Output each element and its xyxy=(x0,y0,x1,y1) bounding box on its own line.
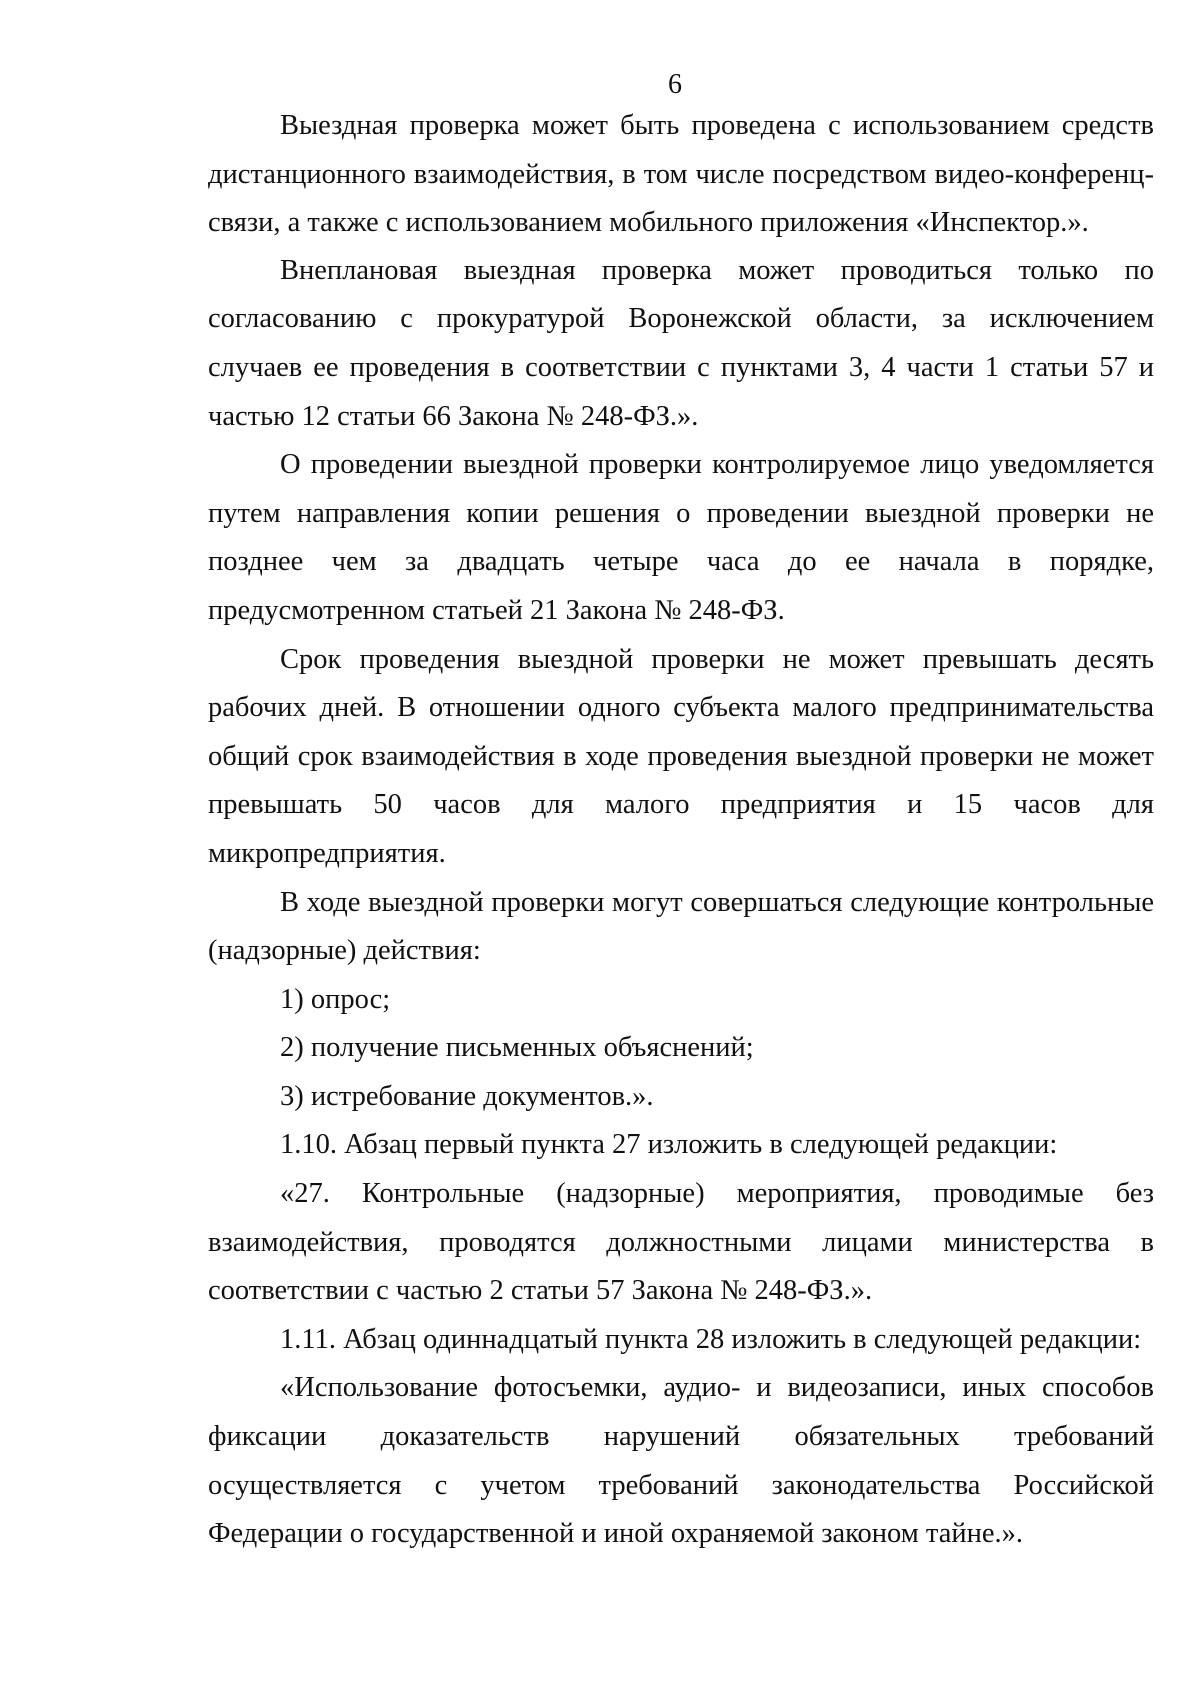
paragraph-inspection-term: Срок проведения выездной проверки не может превышать десять рабочих дней. В отношении одного субъекта малого предпринимательства общий срок взаимодействия в ходе проведения выездной проверки не может превышать 50 часов для малого предприятия и 15 часов для микропредприятия. xyxy=(208,643,1154,869)
list-item-document-request: 3) истребование документов.». xyxy=(280,1080,654,1112)
paragraph-notification: О проведении выездной проверки контролируемое лицо уведомляется путем направления копии решения о проведении выездной проверки не позднее чем за двадцать четыре часа до ее начала в порядке, предусмотренном статьей 21 Закона № 248-ФЗ. xyxy=(208,449,1154,626)
paragraph-recording-usage: «Использование фотосъемки, аудио- и видеозаписи, иных способов фиксации доказательств нарушений обязательных требований осуществляется с учетом требований законодательства Российской Федерации о государственной и иной охраняемой законом тайне.». xyxy=(208,1372,1154,1550)
paragraph-control-actions-intro: В ходе выездной проверки могут совершаться следующие контрольные (надзорные) действия: xyxy=(208,886,1154,967)
paragraph-unscheduled-inspection: Внеплановая выездная проверка может проводиться только по согласованию с прокуратурой Воронежской области, за исключением случаев ее проведения в соответствии с пунктами 3, 4 части 1 статьи 57 и частью 12 статьи 66 Закона № 248-ФЗ.». xyxy=(208,254,1154,432)
paragraph-amendment-1-10: 1.10. Абзац первый пункта 27 изложить в следующей редакции: xyxy=(280,1129,1058,1161)
paragraph-remote-inspection: Выездная проверка может быть проведена с использованием средств дистанционного взаимодействия, в том числе посредством видео-конференц-связи, а также с использованием мобильного приложения «Инспектор.». xyxy=(208,110,1154,239)
list-item-written-explanations: 2) получение письменных объяснений; xyxy=(280,1032,754,1064)
page-number: 6 xyxy=(668,69,682,100)
paragraph-amendment-1-11: 1.11. Абзац одиннадцатый пункта 28 изложить в следующей редакции: xyxy=(280,1323,1142,1355)
document-body xyxy=(208,102,1154,1559)
paragraph-clause-27: «27. Контрольные (надзорные) мероприятия, проводимые без взаимодействия, проводятся должностными лицами министерства в соответствии с частью 2 статьи 57 Закона № 248-ФЗ.». xyxy=(208,1178,1154,1307)
list-item-survey: 1) опрос; xyxy=(280,983,391,1015)
